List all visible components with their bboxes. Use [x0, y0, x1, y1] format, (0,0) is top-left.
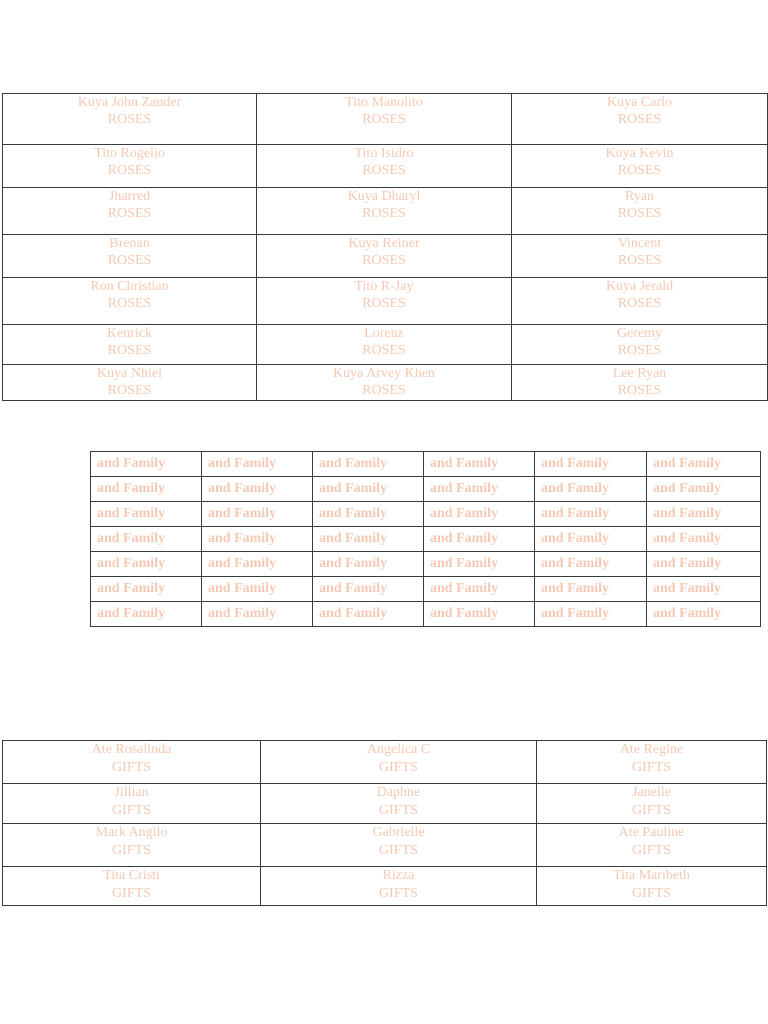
guest-tag: GIFTS: [112, 760, 151, 775]
family-cell: and Family: [424, 452, 535, 477]
table-cell: [261, 784, 537, 824]
guest-name: Geremy: [616, 326, 663, 341]
family-cell: and Family: [91, 552, 202, 577]
table-row: [3, 278, 768, 325]
family-cell: and Family: [313, 577, 424, 602]
family-cell: and Family: [424, 602, 535, 627]
table-cell: [257, 325, 512, 365]
family-cell: and Family: [313, 477, 424, 502]
table-cell: [3, 145, 257, 188]
family-cell: and Family: [647, 577, 761, 602]
family-cell: and Family: [535, 477, 647, 502]
guest-tag: ROSES: [362, 163, 406, 178]
family-cell: and Family: [313, 552, 424, 577]
family-cell: and Family: [202, 552, 313, 577]
guest-name: Tito Manolito: [345, 95, 423, 110]
family-cell: and Family: [313, 452, 424, 477]
guest-tag: ROSES: [362, 112, 406, 127]
guest-tag: GIFTS: [379, 843, 418, 858]
table-row: [91, 527, 761, 552]
table-row: [91, 452, 761, 477]
family-cell: and Family: [202, 502, 313, 527]
table-row: [3, 94, 768, 145]
guest-name: Angelica C: [366, 742, 431, 757]
family-cell: and Family: [424, 502, 535, 527]
guest-name: Mark Angilo: [95, 825, 168, 840]
family-cell: and Family: [91, 527, 202, 552]
table-cell: [3, 325, 257, 365]
guest-tag: GIFTS: [379, 760, 418, 775]
guest-name: Tito Rogelio: [94, 146, 165, 161]
guest-name: Ryan: [625, 189, 654, 204]
table-cell: [512, 94, 768, 145]
table-cell: [257, 94, 512, 145]
guest-name: Ate Pauline: [618, 825, 685, 840]
family-cell: and Family: [535, 552, 647, 577]
table-row: [3, 365, 768, 401]
guest-tag: ROSES: [617, 296, 662, 311]
table-cell: [257, 188, 512, 235]
family-cell: and Family: [535, 577, 647, 602]
family-cell: and Family: [424, 527, 535, 552]
family-cell: and Family: [91, 577, 202, 602]
guest-name: Tita Cristi: [103, 868, 160, 883]
table-cell: [3, 94, 257, 145]
table-cell: [512, 325, 768, 365]
guest-tag: ROSES: [617, 112, 662, 127]
table-cell: [3, 278, 257, 325]
family-cell: and Family: [202, 602, 313, 627]
family-cell: and Family: [647, 502, 761, 527]
family-cell: and Family: [424, 577, 535, 602]
table-cell: [537, 741, 767, 784]
table-row: [3, 235, 768, 278]
guest-name: Kuya Reiner: [348, 236, 420, 251]
guest-tag: GIFTS: [112, 843, 151, 858]
guest-name: Ate Regine: [619, 742, 684, 757]
table-cell: [261, 824, 537, 867]
guest-name: Vincent: [617, 236, 662, 251]
table-row: [3, 784, 767, 824]
guest-tag: ROSES: [107, 253, 152, 268]
guest-tag: ROSES: [617, 383, 662, 398]
table-cell: [3, 365, 257, 401]
table-cell: [512, 235, 768, 278]
guest-tag: GIFTS: [632, 760, 671, 775]
table-cell: [537, 867, 767, 906]
table-row: [91, 602, 761, 627]
family-cell: and Family: [202, 527, 313, 552]
guest-name: Tito R-Jay: [354, 279, 414, 294]
table-row: [3, 188, 768, 235]
table-cell: [512, 145, 768, 188]
family-cell: and Family: [202, 452, 313, 477]
guest-tag: ROSES: [362, 383, 406, 398]
table-cell: [257, 235, 512, 278]
family-cell: and Family: [313, 602, 424, 627]
table-cell: [3, 188, 257, 235]
table-cell: [261, 741, 537, 784]
guest-name: Kuya Arvey Khen: [333, 366, 435, 381]
table-cell: [3, 824, 261, 867]
family-cell: and Family: [647, 602, 761, 627]
table-row: [91, 477, 761, 502]
table-cell: [3, 741, 261, 784]
guest-name: Kuya Dharyl: [347, 189, 421, 204]
family-cell: and Family: [647, 452, 761, 477]
guest-name: Ron Christian: [90, 279, 169, 294]
family-cell: and Family: [424, 552, 535, 577]
guest-tag: GIFTS: [632, 886, 671, 901]
guest-name: Kuya Nhiel: [97, 366, 162, 381]
table-row: [3, 824, 767, 867]
guest-name: Kuya Jerald: [605, 279, 674, 294]
family-cell: and Family: [424, 477, 535, 502]
guest-name: Kuya Kevin: [605, 146, 674, 161]
guest-name: Lee Ryan: [612, 366, 667, 381]
roses-table: [2, 93, 768, 401]
guest-tag: ROSES: [617, 253, 662, 268]
guest-name: Gabrielle: [372, 825, 425, 840]
guest-name: Kenrick: [106, 326, 153, 341]
guest-tag: ROSES: [107, 112, 152, 127]
guest-tag: ROSES: [617, 343, 662, 358]
guest-tag: ROSES: [107, 343, 152, 358]
table-cell: [257, 145, 512, 188]
guest-tag: GIFTS: [379, 803, 418, 818]
table-cell: [257, 365, 512, 401]
guest-name: Tita Maribeth: [613, 868, 690, 883]
family-cell: and Family: [535, 527, 647, 552]
table-cell: [3, 784, 261, 824]
table-row: [3, 867, 767, 906]
table-cell: [537, 824, 767, 867]
guest-tag: GIFTS: [112, 886, 151, 901]
family-cell: and Family: [313, 502, 424, 527]
gifts-table: [2, 740, 767, 906]
family-cell: and Family: [202, 477, 313, 502]
guest-name: Tito Isidro: [354, 146, 414, 161]
guest-tag: GIFTS: [632, 843, 671, 858]
table-cell: [3, 235, 257, 278]
guest-tag: ROSES: [362, 296, 406, 311]
family-cell: and Family: [91, 602, 202, 627]
table-cell: [512, 278, 768, 325]
guest-name: Kuya Carlo: [607, 95, 672, 110]
family-cell: and Family: [535, 602, 647, 627]
family-cell: and Family: [202, 577, 313, 602]
table-cell: [3, 867, 261, 906]
table-cell: [261, 867, 537, 906]
guest-tag: ROSES: [362, 206, 406, 221]
table-row: [3, 741, 767, 784]
guest-name: Rizza: [382, 868, 415, 883]
guest-tag: ROSES: [362, 343, 406, 358]
table-cell: [537, 784, 767, 824]
family-cell: and Family: [647, 477, 761, 502]
guest-tag: ROSES: [107, 206, 152, 221]
table-cell: [257, 278, 512, 325]
table-row: [91, 502, 761, 527]
guest-tag: GIFTS: [379, 886, 418, 901]
family-cell: and Family: [647, 552, 761, 577]
guest-tag: ROSES: [617, 163, 662, 178]
guest-name: Lorenz: [364, 326, 404, 341]
guest-tag: ROSES: [107, 163, 152, 178]
guest-tag: ROSES: [107, 383, 152, 398]
family-cell: and Family: [313, 527, 424, 552]
guest-name: Ate Rosalinda: [91, 742, 172, 757]
family-cell: and Family: [91, 452, 202, 477]
family-table: [90, 451, 761, 627]
guest-tag: GIFTS: [632, 803, 671, 818]
table-cell: [512, 188, 768, 235]
table-row: [91, 552, 761, 577]
guest-tag: ROSES: [617, 206, 662, 221]
guest-name: Kuya John Zander: [77, 95, 182, 110]
guest-name: Brenan: [109, 236, 150, 251]
family-cell: and Family: [91, 477, 202, 502]
guest-tag: GIFTS: [112, 803, 151, 818]
table-row: [3, 145, 768, 188]
family-cell: and Family: [535, 502, 647, 527]
table-row: [3, 325, 768, 365]
family-cell: and Family: [535, 452, 647, 477]
guest-name: Jharred: [108, 189, 151, 204]
guest-name: Jillian: [114, 785, 149, 800]
guest-name: Daphne: [376, 785, 421, 800]
guest-tag: ROSES: [362, 253, 406, 268]
family-cell: and Family: [91, 502, 202, 527]
family-cell: and Family: [647, 527, 761, 552]
guest-tag: ROSES: [107, 296, 152, 311]
table-cell: [512, 365, 768, 401]
guest-name: Janelle: [632, 785, 671, 800]
table-row: [91, 577, 761, 602]
